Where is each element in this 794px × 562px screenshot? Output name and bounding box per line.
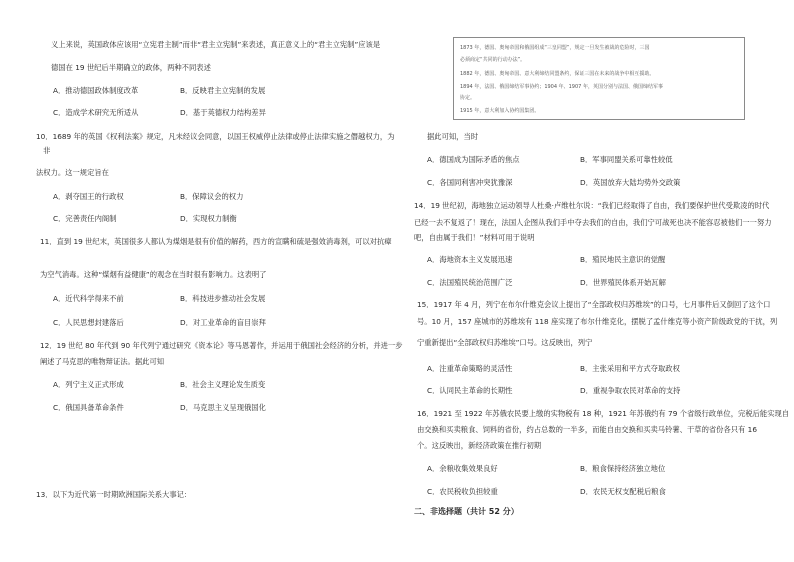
q16-stem: 16．1921 至 1922 年苏俄农民要上缴的实物税有 18 种，1921 年苏俄约有 79 个省级行政单位，完税后能实现自 xyxy=(417,409,790,418)
q9-option-c: C．造成学术研究无所适从 xyxy=(53,108,139,117)
timeline-line: 必须商定“共同的行动办法”。 xyxy=(460,57,526,63)
q10-option-a: A．剥夺国王的行政权 xyxy=(53,192,124,201)
q15-stem: 宁重新提出“全部政权归苏维埃”口号。这反映出，列宁 xyxy=(417,338,593,347)
timeline-line: 1873 年，德国、奥匈帝国和俄国组成“三皇同盟”，规定一旦发生被战的危险时，三国 xyxy=(460,45,650,51)
q12-stem: 阐述了马克思的唯物辩证法。据此可知 xyxy=(40,357,165,366)
q14-option-b: B．殖民地民主意识的觉醒 xyxy=(580,255,666,264)
q14-stem: 吧，自由属于我们！”材料可用于说明 xyxy=(414,233,535,242)
q11-stem: 为空气消毒。这种“煤烟有益健康”的观念在当时很有影响力。这表明了 xyxy=(40,270,267,279)
q11-option-b: B．科技进步推动社会发展 xyxy=(180,294,266,303)
q16-option-b: B．粮食保持经济独立地位 xyxy=(580,464,666,473)
q10-option-b: B．保障议会的权力 xyxy=(180,192,244,201)
q16-option-c: C．农民税收负担较重 xyxy=(427,487,498,496)
q12-option-b: B．社会主义理论发生质变 xyxy=(180,380,266,389)
timeline-line: 协定。 xyxy=(460,95,476,101)
q15-option-a: A．注重革命策略的灵活性 xyxy=(427,364,513,373)
q9-option-d: D．基于英德权力结构差异 xyxy=(180,108,266,117)
q12-option-a: A．列宁主义正式形成 xyxy=(53,380,124,389)
q12-stem: 12．19 世纪 80 年代到 90 年代列宁通过研究《资本论》等马恩著作，并运用于俄国社会经济的分析，并进一步 xyxy=(40,341,403,350)
q13-prompt: 据此可知，当时 xyxy=(427,132,479,141)
q13-option-a: A．德国成为国际矛盾的焦点 xyxy=(427,155,520,164)
q13-option-b: B．军事同盟关系可靠性较低 xyxy=(580,155,673,164)
q14-stem: 已经一去不复返了！现在，法国人企图从我们手中夺去我们的自由，我们宁可战死也决不能容忍被他们一一努力 xyxy=(414,218,772,227)
text-line: 义上来说，英国政体应该用“立宪君主制”而非“君主立宪制”来表述，真正意义上的“君主立宪制”应该是 xyxy=(51,40,381,49)
q9-option-b: B．反映君主立宪制的发展 xyxy=(180,86,266,95)
q16-stem: 个。这反映出，新经济政策在推行初期 xyxy=(417,441,542,450)
q10-option-c: C．完善责任内阁制 xyxy=(53,214,117,223)
q11-option-a: A．近代科学得来不前 xyxy=(53,294,124,303)
q12-option-d: D．马克思主义呈现俄国化 xyxy=(180,403,266,412)
q11-option-d: D．对工业革命的盲目崇拜 xyxy=(180,318,266,327)
timeline-line: 1894 年，法国、俄国缔结军事协约；1904 年、1907 年，英国分别与法国、俄国缔结军事 xyxy=(460,84,663,90)
timeline-line: 1915 年，意大利加入协约国集团。 xyxy=(460,108,540,114)
q10-stem: 非 xyxy=(43,146,51,155)
q16-stem: 由交换和买卖粮食、饲料的省份，约占总数的一半多，而能自由交换和买卖马铃薯、干草的省份各只有 16 xyxy=(417,425,757,434)
q11-stem: 11．直到 19 世纪末，英国很多人都认为煤烟是很有价值的解药，西方的宣瞒和硫是强效消毒剂，可以对抗瘴 xyxy=(40,237,392,246)
q13-option-d: D．英国放弃大陆均势外交政策 xyxy=(580,178,681,187)
timeline-line: 1882 年，德国、奥匈帝国、意大利缔结同盟条约，保证三国在未来的战争中相互援助。 xyxy=(460,71,655,77)
text-line: 德国在 19 世纪后半期确立的政体，两种不同表述 xyxy=(51,63,211,72)
q14-option-a: A．海地资本主义发展迅速 xyxy=(427,255,513,264)
q14-stem: 14．19 世纪初，海地独立运动领导人杜桑·卢维杜尔说：“我们已经取得了自由，我们要保护世代受欺凌的时代 xyxy=(414,201,770,210)
q12-option-c: C．俄国具备革命条件 xyxy=(53,403,124,412)
section-heading: 二、非选择题（共计 52 分） xyxy=(414,507,519,516)
q15-option-d: D．重视争取农民对革命的支持 xyxy=(580,386,681,395)
q13-option-c: C．各国同利害冲突犹豫深 xyxy=(427,178,513,187)
q13-stem: 13．以下为近代第一时期欧洲国际关系大事记： xyxy=(36,490,192,499)
q16-option-a: A．余粮收集效果良好 xyxy=(427,464,498,473)
q15-stem: 15．1917 年 4 月，列宁在布尔什维克会议上提出了“全部政权归苏维埃”的口号，七月事件后又倒回了这个口 xyxy=(417,300,771,309)
q10-stem: 法权力。这一规定旨在 xyxy=(36,168,109,177)
q9-option-a: A．推动德国政体制度改革 xyxy=(53,86,139,95)
q15-stem: 号。10 月，157 座城市的苏维埃有 118 座实现了布尔什维克化，摆脱了孟什维克等小资产阶级政党的干扰，列 xyxy=(417,317,778,326)
q14-option-d: D．世界殖民体系开始瓦解 xyxy=(580,278,666,287)
timeline-box xyxy=(453,37,745,120)
q16-option-d: D．农民无权支配税后粮食 xyxy=(580,487,666,496)
q15-option-c: C．认同民主革命的长期性 xyxy=(427,386,513,395)
q11-option-c: C．人民思想封建落后 xyxy=(53,318,124,327)
q15-option-b: B．主张采用和平方式夺取政权 xyxy=(580,364,680,373)
q10-stem: 10．1689 年的英国《权利法案》规定，凡未经议会同意，以国王权威停止法律或停止法律实施之僭越权力，为 xyxy=(36,132,395,141)
q14-option-c: C．法国殖民统治范围广泛 xyxy=(427,278,513,287)
q10-option-d: D．实现权力制衡 xyxy=(180,214,237,223)
